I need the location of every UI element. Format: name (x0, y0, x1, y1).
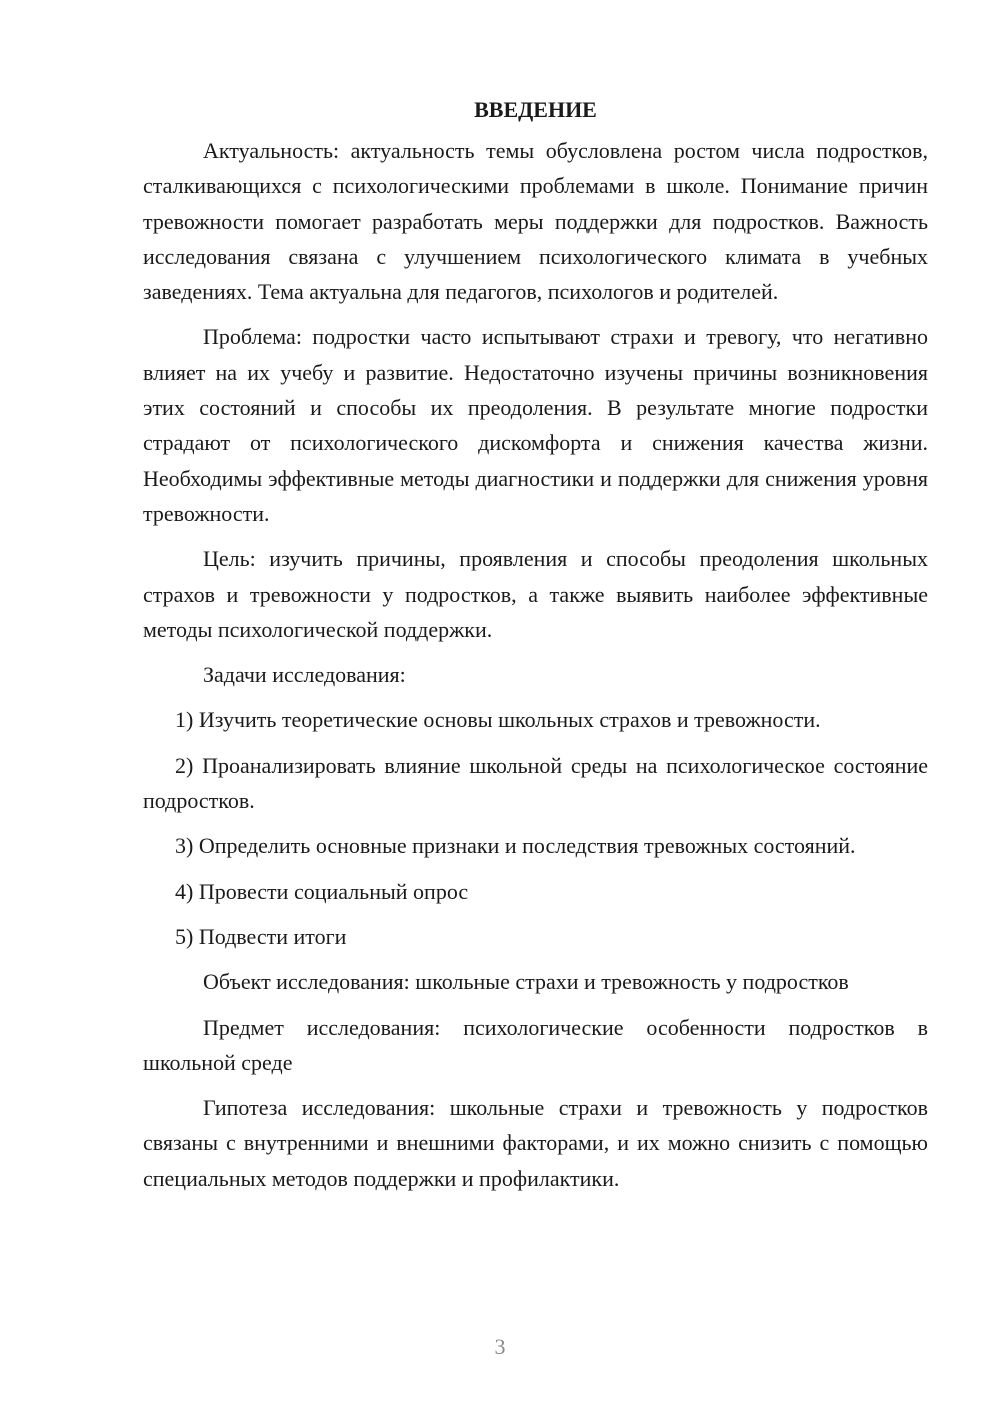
problem-paragraph: Проблема: подростки часто испытывают страхи и тревогу, что негативно влияет на их учебу и развитие. Недостаточно изучены причины возникновения этих состояний и способы их преодоления. В результате многие подростки страдают от психологического дискомфорта и снижения качества жизни. Необходимы эффективные методы диагностики и поддержки для снижения уровня тревожности. (143, 324, 928, 526)
task-item: 3) Определить основные признаки и последствия тревожных состояний. (175, 833, 856, 859)
goal-paragraph: Цель: изучить причины, проявления и способы преодоления школьных страхов и тревожности у подростков, а также выявить наиболее эффективные методы психологической поддержки. (143, 546, 928, 642)
page-title: ВВЕДЕНИЕ (474, 97, 597, 122)
document-page (143, 92, 928, 1196)
subject-paragraph: Предмет исследования: психологические особенности подростков в школьной среде (143, 1014, 928, 1075)
object-paragraph: Объект исследования: школьные страхи и тревожность у подростков (203, 969, 849, 995)
tasks-heading: Задачи исследования: (203, 662, 406, 688)
task-item: 5) Подвести итоги (175, 923, 347, 949)
relevance-paragraph: Актуальность: актуальность темы обусловлена ростом числа подростков, сталкивающихся с психологическими проблемами в школе. Понимание причин тревожности помогает разработать меры поддержки для подростков. Важность исследования связана с улучшением психологического климата в учебных заведениях. Тема актуальна для педагогов, психологов и родителей. (143, 138, 928, 305)
task-item: 1) Изучить теоретические основы школьных страхов и тревожности. (175, 707, 821, 733)
hypothesis-paragraph: Гипотеза исследования: школьные страхи и тревожность у подростков связаны с внутренними и внешними факторами, и их можно снизить с помощью специальных методов поддержки и профилактики. (143, 1095, 928, 1191)
page-number: 3 (494, 1334, 506, 1359)
task-item: 4) Провести социальный опрос (175, 878, 469, 904)
task-item: 2) Проанализировать влияние школьной среды на психологическое состояние подростков. (143, 752, 928, 814)
